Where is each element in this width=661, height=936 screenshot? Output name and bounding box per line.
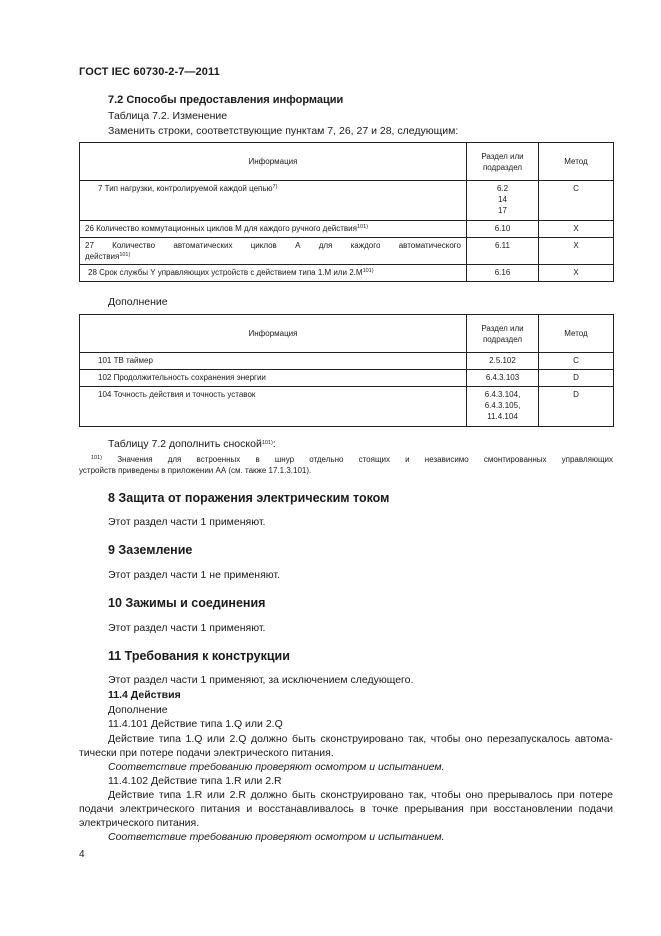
- table-header-row: [80, 143, 614, 181]
- row-info: 26 Количество коммутационных циклов М для каждого ручного действия$^{101)}$: [80, 221, 467, 238]
- section-10-text: Этот раздел части 1 применяют.: [108, 622, 266, 634]
- table-row: [80, 387, 614, 427]
- header-info: Информация: [80, 143, 467, 181]
- table-row: [80, 265, 614, 282]
- row-method: Х: [539, 265, 614, 282]
- row-section: 6.4.3.104, 6.4.3.105, 11.4.104: [467, 387, 539, 427]
- clause-11-4-102-line-3: электрического питания.: [79, 817, 200, 829]
- clause-11-4-102-check: Соответствие требованию проверяют осмотром и испытанием.: [108, 831, 445, 843]
- row-method: С: [539, 181, 614, 221]
- clause-11-4-101-title: 11.4.101 Действие типа 1.Q или 2.Q: [108, 718, 283, 730]
- clause-11-4-101-check: Соответствие требованию проверяют осмотром и испытанием.: [108, 761, 445, 773]
- row-method: D: [539, 370, 614, 387]
- header-method: Метод: [539, 315, 614, 353]
- header-method: Метод: [539, 143, 614, 181]
- row-info: 102 Продолжительность сохранения энергии: [80, 370, 467, 387]
- row-info: 7 Тип нагрузки, контролируемой каждой цепью$^{7)}$: [80, 181, 467, 221]
- clause-11-4-102-line-2: подачи электрического питания и восстанавливалось в точке прерывания при восстановлении подачи: [79, 803, 613, 815]
- table-7-2-changes: [79, 142, 614, 282]
- row-info: 28 Срок службы Y управляющих устройств с действием типа 1.М или $2.М^{101)}$: [80, 265, 467, 282]
- page-number: 4: [79, 849, 85, 860]
- section-7-2-title: 7.2 Способы предоставления информации: [108, 94, 344, 106]
- row-info: 101 ТВ таймер: [80, 353, 467, 370]
- clause-11-4-102-title: 11.4.102 Действие типа 1.R или 2.R: [108, 775, 282, 787]
- section-10-title: 10 Зажимы и соединения: [108, 596, 266, 610]
- row-section: 6.10: [467, 221, 539, 238]
- section-9-title: 9 Заземление: [108, 543, 193, 557]
- document-header: ГОСТ IEC 60730-2-7—2011: [79, 66, 220, 78]
- section-9-text: Этот раздел части 1 не применяют.: [108, 569, 280, 581]
- row-section: 6.16: [467, 265, 539, 282]
- clause-11-4-102-line-1: Действие типа 1.R или 2.R должно быть сконструировано так, чтобы оно прерывалось при потере: [108, 789, 613, 801]
- section-8-text: Этот раздел части 1 применяют.: [108, 516, 266, 528]
- footnote-line-1: $^{101)}$ Значения для встроенных в шнур отдельно стоящих и независимо смонтированных управляющих: [91, 455, 613, 464]
- row-section: 6.2 14 17: [467, 181, 539, 221]
- clause-11-4-101-line-2: тически при потере подачи электрического питания.: [79, 747, 334, 759]
- header-section: Раздел или подраздел: [467, 143, 539, 181]
- table-row: [80, 370, 614, 387]
- table-7-2-additions: [79, 314, 614, 427]
- row-method: Х: [539, 238, 614, 265]
- row-method: С: [539, 353, 614, 370]
- row-info: 104 Точность действия и точность уставок: [80, 387, 467, 427]
- table-row: [80, 238, 614, 265]
- section-11-4-title: 11.4 Действия: [108, 689, 181, 701]
- footnote-line-2: устройств приведены в приложении АА (см. также 17.1.3.101).: [79, 466, 312, 475]
- footnote-intro: Таблицу 7.2 дополнить сноской$^{101)}$:: [108, 438, 276, 450]
- table-row: [80, 181, 614, 221]
- table-caption: Таблица 7.2. Изменение: [108, 110, 228, 122]
- replace-text: Заменить строки, соответствующие пунктам 7, 26, 27 и 28, следующим:: [108, 125, 459, 137]
- addition-label: Дополнение: [108, 296, 168, 308]
- header-info: Информация: [80, 315, 467, 353]
- row-info: 27 Количество автоматических циклов А для каждого автоматического действия$^{101)}$: [80, 238, 467, 265]
- section-8-title: 8 Защита от поражения электрическим током: [108, 491, 390, 505]
- clause-11-4-101-line-1: Действие типа 1.Q или 2.Q должно быть сконструировано так, чтобы оно перезапускалось автома-: [108, 733, 613, 745]
- row-section: 6.4.3.103: [467, 370, 539, 387]
- row-section: 2.5.102: [467, 353, 539, 370]
- row-section: 6.11: [467, 238, 539, 265]
- section-11-text: Этот раздел части 1 применяют, за исключением следующего.: [108, 674, 414, 686]
- section-11-4-addition: Дополнение: [108, 704, 168, 716]
- row-method: Х: [539, 221, 614, 238]
- table-row: [80, 221, 614, 238]
- row-method: D: [539, 387, 614, 427]
- table-row: [80, 353, 614, 370]
- table-header-row: [80, 315, 614, 353]
- section-11-title: 11 Требования к конструкции: [108, 649, 290, 663]
- header-section: Раздел или подраздел: [467, 315, 539, 353]
